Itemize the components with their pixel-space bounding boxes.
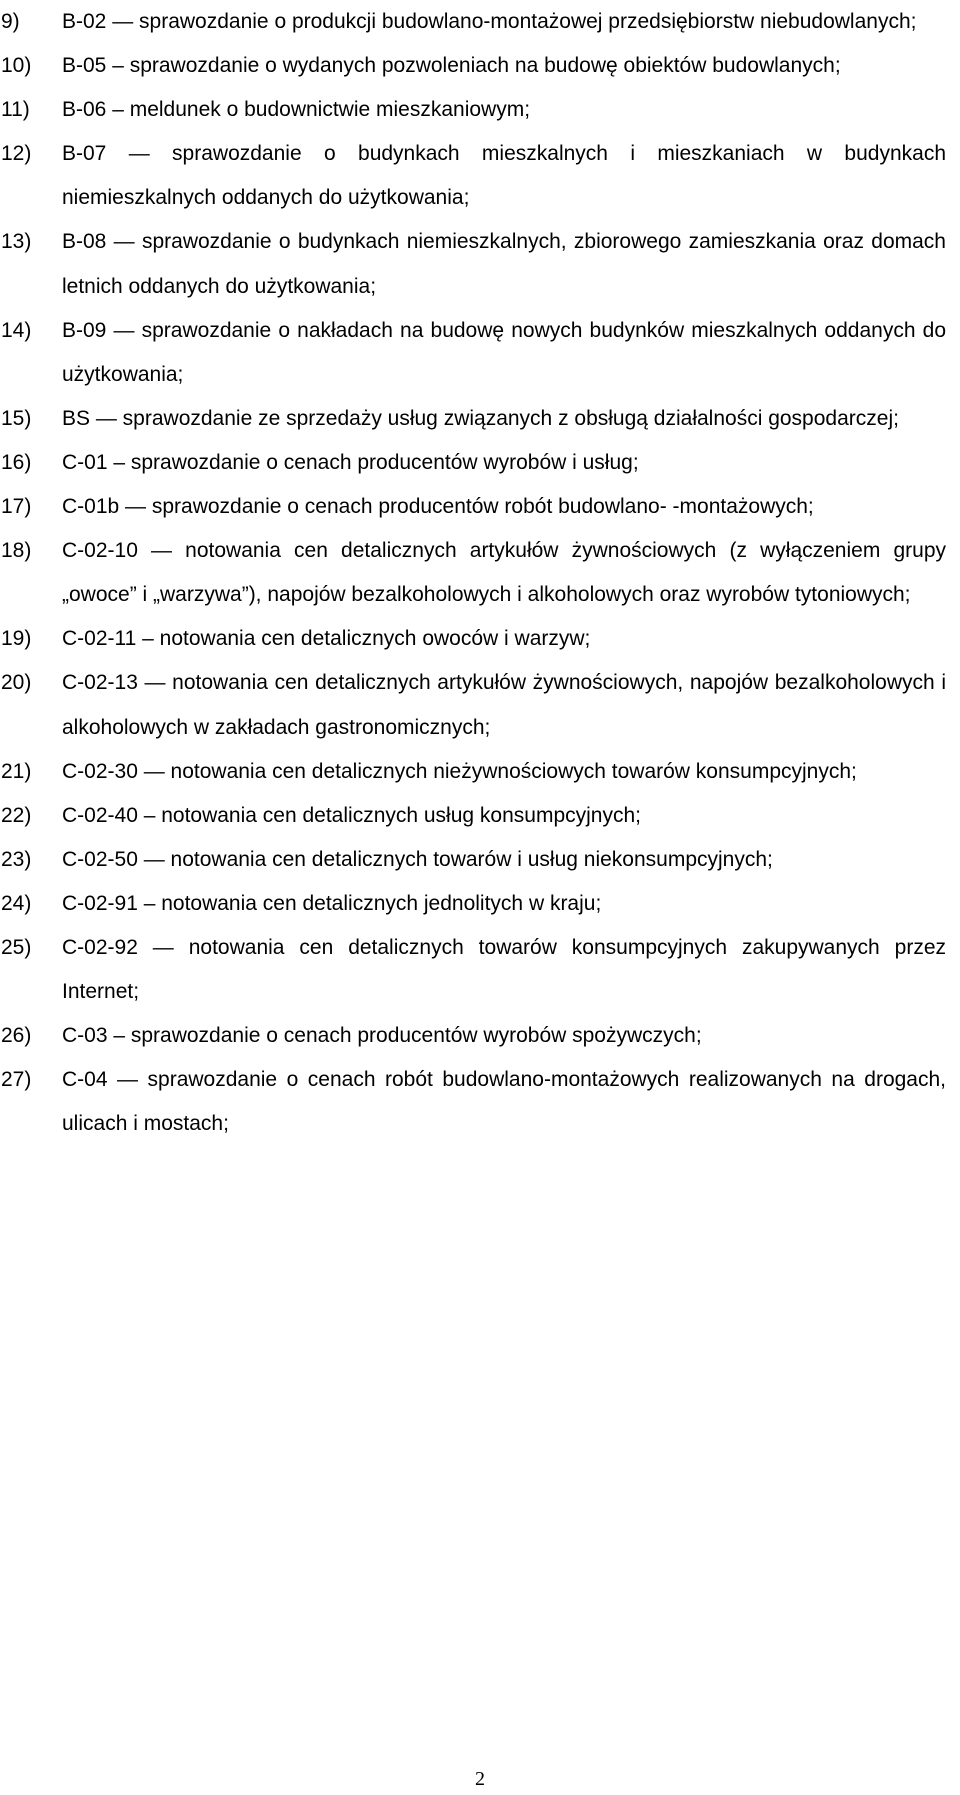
- list-item: [0, 750, 946, 794]
- list-item: [0, 309, 946, 397]
- item-number: 21): [1, 759, 32, 783]
- item-text: C-02-30 — notowania cen detalicznych nieżywnościowych towarów konsumpcyjnych;: [62, 759, 857, 783]
- list-item: [0, 132, 946, 220]
- item-number: 24): [1, 891, 32, 915]
- item-number: 10): [1, 54, 32, 78]
- item-number: 15): [1, 406, 32, 430]
- list-item: [0, 44, 946, 88]
- item-text: C-02-40 – notowania cen detalicznych usług konsumpcyjnych;: [62, 803, 641, 827]
- list-item: [0, 88, 946, 132]
- item-number: 11): [1, 98, 30, 122]
- list-item: [0, 1014, 946, 1058]
- item-text: C-01b — sprawozdanie o cenach producentów robót budowlano- -montażowych;: [62, 495, 814, 519]
- item-text: C-03 – sprawozdanie o cenach producentów wyrobów spożywczych;: [62, 1024, 702, 1048]
- list-item: [0, 220, 946, 308]
- list-item: [0, 794, 946, 838]
- item-number: 14): [1, 318, 32, 342]
- item-text: C-02-10 — notowania cen detalicznych artykułów żywnościowych (z wyłączeniem grupy „owoce” i „warzywa”), napojów bezalkoholowych i alkoholowych oraz wyrobów tytoniowych;: [62, 539, 946, 607]
- item-number: 23): [1, 847, 32, 871]
- item-number: 19): [1, 627, 32, 651]
- item-text: C-02-92 — notowania cen detalicznych towarów konsumpcyjnych zakupywanych przez Internet;: [62, 935, 946, 1004]
- item-number: 16): [1, 450, 32, 474]
- item-text: C-02-11 – notowania cen detalicznych owoców i warzyw;: [62, 627, 591, 651]
- item-text: C-02-91 – notowania cen detalicznych jednolitych w kraju;: [62, 891, 602, 915]
- item-number: 12): [1, 142, 32, 166]
- item-number: 9): [1, 10, 20, 33]
- item-text: B-05 – sprawozdanie o wydanych pozwoleniach na budowę obiektów budowlanych;: [62, 54, 841, 78]
- item-text: B-08 — sprawozdanie o budynkach niemieszkalnych, zbiorowego zamieszkania oraz domach letnich oddanych do użytkowania;: [62, 230, 946, 298]
- list-item: [0, 397, 946, 441]
- list-item: [0, 926, 946, 1014]
- list-item: [0, 882, 946, 926]
- item-number: 17): [1, 495, 32, 519]
- list-item: [0, 529, 946, 617]
- list-item: [0, 441, 946, 485]
- item-text: B-07 — sprawozdanie o budynkach mieszkalnych i mieszkaniach w budynkach niemieszkalnych oddanych do użytkowania;: [62, 142, 946, 210]
- item-number: 27): [1, 1068, 32, 1092]
- list-item: [0, 661, 946, 749]
- list-item: [0, 485, 946, 529]
- list-item: [0, 617, 946, 661]
- item-text: C-01 – sprawozdanie o cenach producentów wyrobów i usług;: [62, 450, 639, 474]
- item-text: B-06 – meldunek o budownictwie mieszkaniowym;: [62, 98, 531, 122]
- item-number: 18): [1, 539, 32, 563]
- item-text: B-02 — sprawozdanie o produkcji budowlano-montażowej przedsiębiorstw niebudowlanych;: [62, 10, 917, 33]
- list-item: [0, 1058, 946, 1146]
- item-number: 26): [1, 1024, 32, 1048]
- item-text: B-09 — sprawozdanie o nakładach na budowę nowych budynków mieszkalnych oddanych do użytkowania;: [62, 318, 946, 386]
- item-text: C-02-50 — notowania cen detalicznych towarów i usług niekonsumpcyjnych;: [62, 847, 773, 871]
- item-number: 20): [1, 671, 32, 695]
- item-text: BS — sprawozdanie ze sprzedaży usług związanych z obsługą działalności gospodarczej;: [62, 406, 899, 430]
- item-text: C-04 — sprawozdanie o cenach robót budowlano-montażowych realizowanych na drogach, ulicach i mostach;: [62, 1068, 946, 1136]
- item-number: 22): [1, 803, 32, 827]
- list-item: [0, 0, 946, 44]
- item-number: 13): [1, 230, 32, 254]
- list-item: [0, 838, 946, 882]
- item-text: C-02-13 — notowania cen detalicznych artykułów żywnościowych, napojów bezalkoholowych i alkoholowych w zakładach gastronomicznych;: [62, 671, 946, 739]
- item-number: 25): [1, 935, 32, 959]
- page-number: 2: [475, 1768, 485, 1790]
